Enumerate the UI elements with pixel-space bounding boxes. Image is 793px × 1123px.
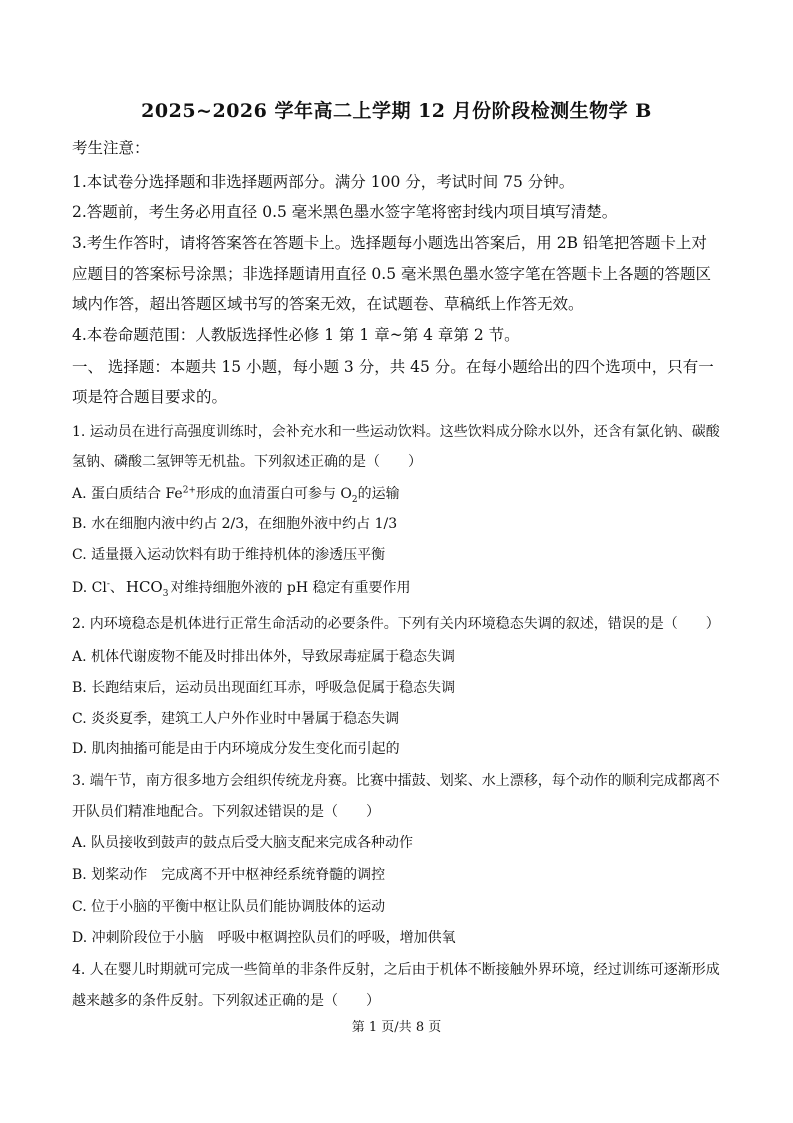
question-2-option-b: B. 长跑结束后，运动员出现面红耳赤，呼吸急促属于稳态失调	[72, 680, 456, 696]
question-1-option-b: B. 水在细胞内液中约占 2/3，在细胞外液中约占 1/3	[72, 516, 398, 532]
question-1-stem: 1. 运动员在进行高强度训练时，会补充水和一些运动饮料。这些饮料成分除水以外，还含有氯化钠、碳酸	[72, 424, 720, 440]
question-1-stem-cont: 氢钠、磷酸二氢钾等无机盐。下列叙述正确的是（ ）	[72, 454, 422, 470]
notice-heading: 考生注意：	[72, 139, 150, 157]
notice-item-3-cont: 应题目的答案标号涂黑；非选择题请用直径 0.5 毫米黑色墨水签字笔在答题卡上各题的答题区	[72, 265, 712, 283]
question-2-stem: 2. 内环境稳态是机体进行正常生命活动的必要条件。下列有关内环境稳态失调的叙述，错误的是（ ）	[72, 616, 720, 632]
question-1-option-c: C. 适量摄入运动饮料有助于维持机体的渗透压平衡	[72, 547, 386, 563]
question-2-option-d: D. 肌肉抽搐可能是由于内环境成分发生变化而引起的	[72, 741, 400, 757]
question-3-stem-cont: 开队员们精准地配合。下列叙述错误的是（ ）	[72, 804, 380, 820]
page-footer: 第 1 页/共 8 页	[351, 1020, 442, 1035]
notice-item-2: 2.答题前，考生务必用直径 0.5 毫米黑色墨水签字笔将密封线内项目填写清楚。	[72, 203, 618, 221]
question-3-option-c: C. 位于小脑的平衡中枢让队员们能协调肢体的运动	[72, 899, 386, 915]
question-1-option-a: A. 蛋白质结合 $Fe^{2+}$形成的血清蛋白可参与 $O_2$的运输	[72, 485, 400, 505]
notice-item-3: 3.考生作答时，请将答案答在答题卡上。选择题每小题选出答案后，用 2B 铅笔把答题卡上对	[72, 234, 707, 252]
question-3-option-a: A. 队员接收到鼓声的鼓点后受大脑支配来完成各种动作	[72, 835, 414, 851]
bicarbonate-ion: $HCO_3$	[125, 578, 169, 599]
question-3-option-d: D. 冲刺阶段位于小脑 呼吸中枢调控队员们的呼吸，增加供氧	[72, 930, 456, 946]
section-heading: 一、 选择题：本题共 15 小题，每小题 3 分，共 45 分。在每小题给出的四个选项中，只有一	[72, 358, 714, 376]
question-2-option-a: A. 机体代谢废物不能及时排出体外，导致尿毒症属于稳态失调	[72, 649, 456, 665]
exam-title: 2025~2026 学年高二上学期 12 月份阶段检测生物学 B	[141, 100, 652, 122]
notice-item-1: 1.本试卷分选择题和非选择题两部分。满分 100 分，考试时间 75 分钟。	[72, 173, 575, 191]
question-3-option-b: B. 划桨动作 完成离不开中枢神经系统脊髓的调控	[72, 867, 386, 883]
question-4-stem-cont: 越来越多的条件反射。下列叙述正确的是（ ）	[72, 993, 380, 1009]
notice-item-4: 4.本卷命题范围：人教版选择性必修 1 第 1 章~第 4 章第 2 节。	[72, 326, 520, 344]
question-4-stem: 4. 人在婴儿时期就可完成一些简单的非条件反射，之后由于机体不断接触外界环境，经过训练可逐渐形成	[72, 962, 720, 978]
question-2-option-c: C. 炎炎夏季，建筑工人户外作业时中暑属于稳态失调	[72, 711, 400, 727]
question-1-option-d: D. Cl-、 $HCO_3$ 对维持细胞外液的 pH 稳定有重要作用	[72, 578, 411, 599]
notice-item-3-cont2: 域内作答，超出答题区域书写的答案无效，在试题卷、草稿纸上作答无效。	[72, 295, 584, 313]
section-heading-cont: 项是符合题目要求的。	[72, 388, 228, 406]
question-3-stem: 3. 端午节，南方很多地方会组织传统龙舟赛。比赛中擂鼓、划桨、水上漂移，每个动作的顺利完成都离不	[72, 773, 720, 789]
